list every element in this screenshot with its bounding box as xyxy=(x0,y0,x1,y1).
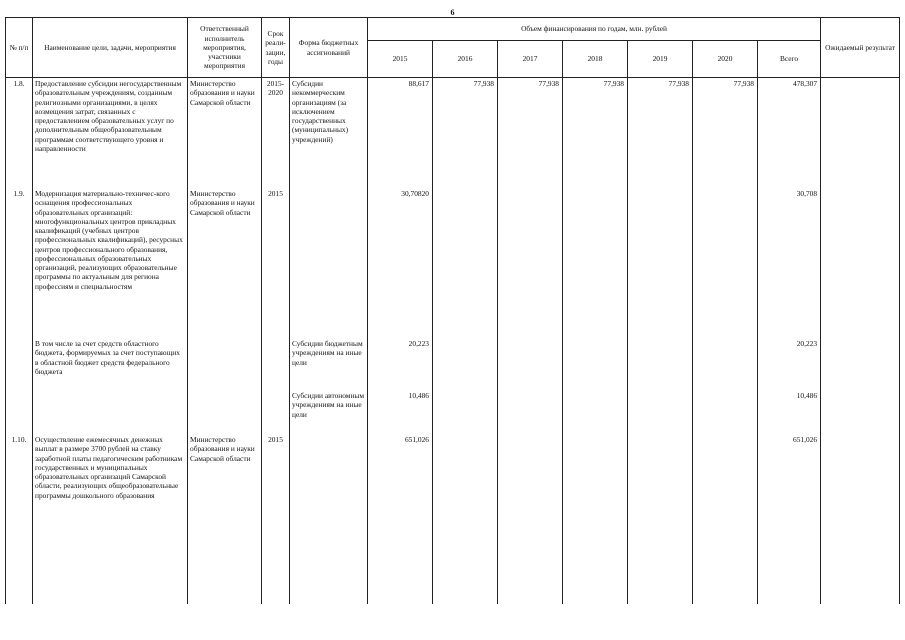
row-number: 1.9. xyxy=(6,188,33,338)
row-term: 2015-2020 xyxy=(262,78,290,189)
row-result xyxy=(821,338,900,390)
row-executor: Министерство образования и науки Самарской области xyxy=(188,434,262,604)
row-total: 30,708 xyxy=(758,188,821,338)
row-executor: Министерство образования и науки Самарской области xyxy=(188,188,262,338)
row-value xyxy=(433,338,498,390)
row-term xyxy=(262,390,290,434)
row-value xyxy=(563,390,628,434)
row-value xyxy=(693,434,758,604)
header-number: № п/п xyxy=(6,18,33,78)
row-form xyxy=(290,188,368,338)
row-total: 651,026 xyxy=(758,434,821,604)
header-funding: Объем финансирования по годам, млн. рублей xyxy=(368,18,821,41)
header-term: Срок реали-зации, годы xyxy=(262,18,290,78)
row-result xyxy=(821,188,900,338)
row-name: В том числе за счет средств областного бюджета, формируемых за счет поступающих в областной бюджет средств федерального бюджета xyxy=(33,338,188,390)
row-value xyxy=(433,390,498,434)
row-value xyxy=(433,434,498,604)
row-total: 10,486 xyxy=(758,390,821,434)
row-value: 20,223 xyxy=(368,338,433,390)
table-row xyxy=(6,78,900,189)
row-value: 77,938 xyxy=(498,78,563,189)
row-value xyxy=(693,390,758,434)
row-executor: Министерство образования и науки Самарской области xyxy=(188,78,262,189)
row-value: 10,486 xyxy=(368,390,433,434)
row-total: 20,223 xyxy=(758,338,821,390)
row-value xyxy=(628,434,693,604)
row-value: 88,617 xyxy=(368,78,433,189)
row-value: 77,938 xyxy=(563,78,628,189)
row-name: Осуществление ежемесячных денежных выплат в размере 3700 рублей на ставку заработной платы педагогическим работникам государственных и муниципальных образовательных организаций Самарской области, реализующих общеобразовательные программы дошкольного образования xyxy=(33,434,188,604)
row-term: 2015 xyxy=(262,188,290,338)
row-term: 2015 xyxy=(262,434,290,604)
header-year: 2019 xyxy=(628,41,693,78)
row-term xyxy=(262,338,290,390)
row-value xyxy=(628,390,693,434)
row-form xyxy=(290,434,368,604)
row-value xyxy=(563,188,628,338)
row-executor xyxy=(188,390,262,434)
funding-table xyxy=(5,17,900,604)
row-value xyxy=(498,338,563,390)
row-number: 1.10. xyxy=(6,434,33,604)
row-value xyxy=(433,188,498,338)
row-value: 30,70820 xyxy=(368,188,433,338)
row-executor xyxy=(188,338,262,390)
row-value xyxy=(563,434,628,604)
row-form: Субсидии бюджетным учреждениям на иные цели xyxy=(290,338,368,390)
row-form: Субсидии некоммерческим организациям (за исключением государственных (муниципальных) учреждений) xyxy=(290,78,368,189)
row-value: 651,026 xyxy=(368,434,433,604)
row-total: 478,307 xyxy=(758,78,821,189)
row-value xyxy=(693,338,758,390)
header-result: Ожидаемый результат xyxy=(821,18,900,78)
header-year: 2016 xyxy=(433,41,498,78)
header-total: Всего xyxy=(758,41,821,78)
table-row xyxy=(6,434,900,604)
row-value: 77,938 xyxy=(628,78,693,189)
header-form: Форма бюджетных ассигнований xyxy=(290,18,368,78)
table-row xyxy=(6,338,900,390)
row-value xyxy=(628,188,693,338)
row-name xyxy=(33,390,188,434)
header-year: 2020 xyxy=(693,41,758,78)
table-row xyxy=(6,390,900,434)
row-number xyxy=(6,390,33,434)
header-year: 2018 xyxy=(563,41,628,78)
row-value xyxy=(563,338,628,390)
page-number: 6 xyxy=(450,8,455,17)
table-row xyxy=(6,188,900,338)
header-year: 2017 xyxy=(498,41,563,78)
header-year: 2015 xyxy=(368,41,433,78)
header-executor: Ответственный исполнитель мероприятия, участники мероприятия xyxy=(188,18,262,78)
row-number: 1.8. xyxy=(6,78,33,189)
row-value xyxy=(628,338,693,390)
row-value: 77,938 xyxy=(693,78,758,189)
row-result xyxy=(821,78,900,189)
header-name: Наименование цели, задачи, мероприятия xyxy=(33,18,188,78)
row-value xyxy=(693,188,758,338)
row-number xyxy=(6,338,33,390)
row-result xyxy=(821,390,900,434)
row-value xyxy=(498,188,563,338)
row-result xyxy=(821,434,900,604)
row-name: Предоставление субсидии негосударственным образовательным учреждениям, созданным религиозными организациями, в целях возмещения затрат, связанных с предоставлением образовательных услуг по дополнительным общеобразовательным программам соответствующего уровня и направленности xyxy=(33,78,188,189)
row-name: Модернизация материально-техничес-кого оснащения профессиональных образовательных организаций: многофункциональных центров прикладных квалификаций (учебных центров профессиональных квалификаций), ресурсных центров профессионального образования, профессиональных образовательных организаций, реализующих образовательные программы по актуальным для региона профессиям и специальностям xyxy=(33,188,188,338)
row-form: Субсидии автономным учреждениям на иные цели xyxy=(290,390,368,434)
row-value xyxy=(498,390,563,434)
row-value: 77,938 xyxy=(433,78,498,189)
row-value xyxy=(498,434,563,604)
